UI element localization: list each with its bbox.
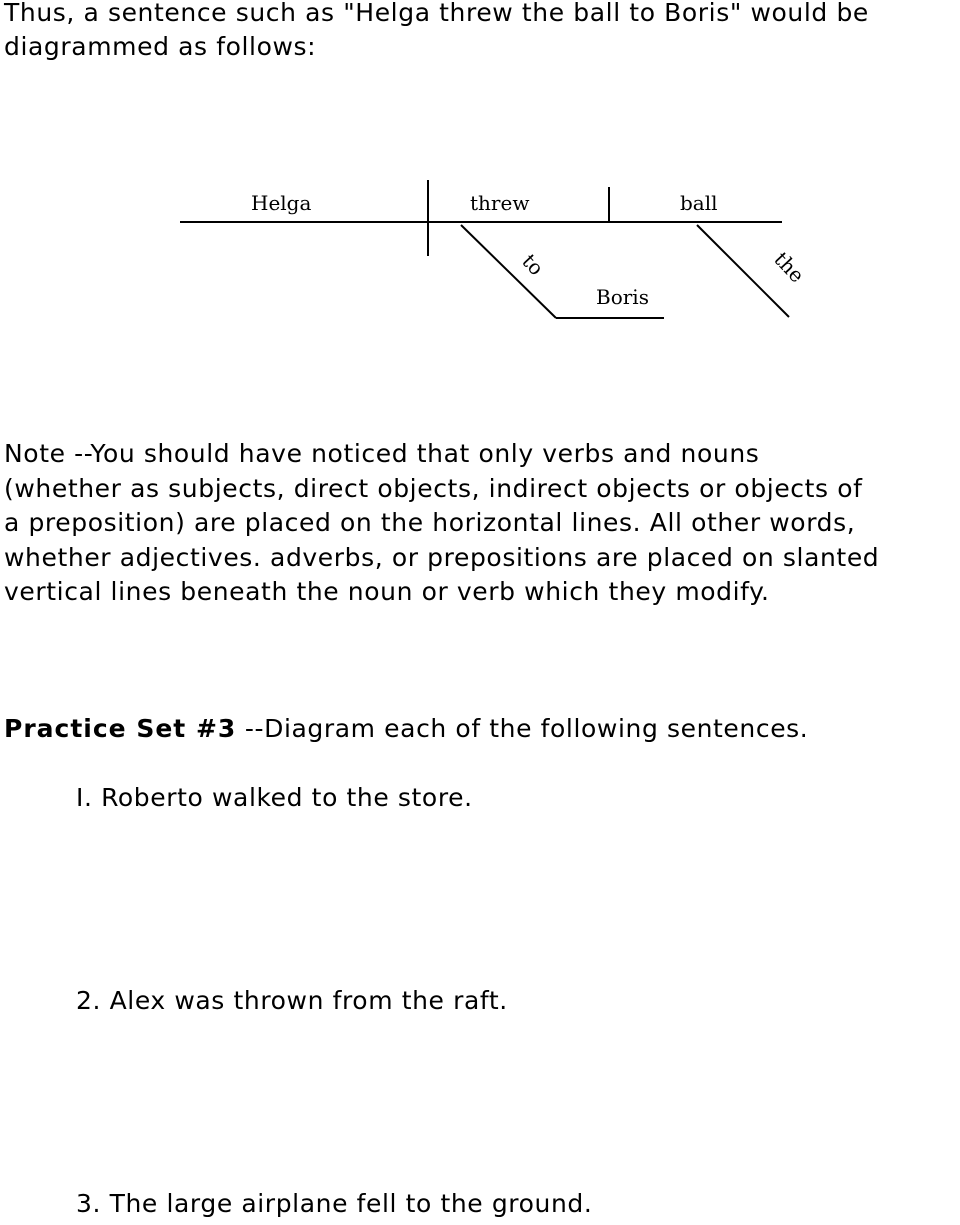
intro-paragraph <box>4 0 869 64</box>
note-line: (whether as subjects, direct objects, indirect objects or objects of <box>4 473 863 503</box>
intro-line: diagrammed as follows: <box>4 32 317 61</box>
subject-word: Helga <box>251 191 312 215</box>
note-paragraph <box>4 437 879 610</box>
practice-item: 3. The large airplane fell to the ground. <box>76 1189 593 1218</box>
preposition-word: to <box>517 249 549 281</box>
preposition-slant <box>461 225 556 318</box>
practice-item: I. Roberto walked to the store. <box>76 783 473 812</box>
practice-heading <box>4 712 808 746</box>
sentence-diagram <box>0 170 960 335</box>
note-line: vertical lines beneath the noun or verb which they modify. <box>4 577 770 607</box>
practice-instruction: --Diagram each of the following sentences. <box>236 714 809 743</box>
practice-item: 2. Alex was thrown from the raft. <box>76 986 508 1015</box>
note-line: Note --You should have noticed that only verbs and nouns <box>4 439 760 468</box>
intro-line: Thus, a sentence such as "Helga threw the ball to Boris" would be <box>4 0 869 27</box>
practice-set-label: Practice Set #3 <box>4 714 237 743</box>
prep-object-word: Boris <box>596 285 649 309</box>
verb-word: threw <box>470 191 530 215</box>
note-line: whether adjectives. adverbs, or prepositions are placed on slanted <box>4 542 880 572</box>
note-line: a preposition) are placed on the horizontal lines. All other words, <box>4 508 856 538</box>
article-slant <box>697 225 789 317</box>
object-word: ball <box>680 191 718 215</box>
article-word: the <box>769 247 810 288</box>
